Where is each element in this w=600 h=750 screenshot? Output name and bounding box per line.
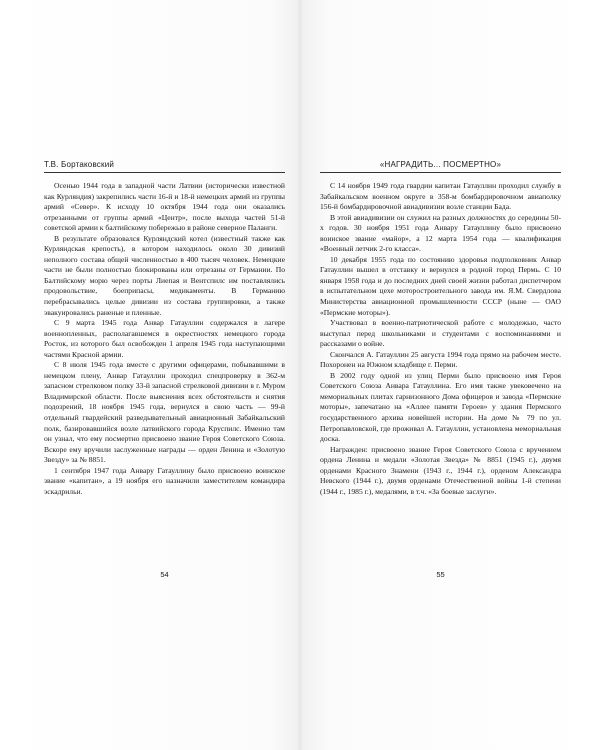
paragraph: 10 декабря 1955 года по состоянию здоровья подполковник Анвар Гатауллин вышел в отставку и вернулся в родной город Пермь. С 10 января 1958 года и до последних дней своей жизни работал диспетчером в испытательном цехе моторостроительного завода им. Я.М. Свердлова Министерства авиационной промышленности СССР (ныне — ОАО «Пермские моторы»). — [320, 254, 561, 317]
running-head-author: Т.В. Бортаковский — [44, 160, 285, 173]
paragraph: С 9 марта 1945 года Анвар Гатауллин содержался в лагере военнопленных, располагавшемся в окрестностях немецкого города Росток, из которого был освобожден 1 апреля 1945 года наступающими частями Красной армии. — [44, 318, 285, 359]
paragraph: 1 сентября 1947 года Анвару Гатауллину было присвоено воинское звание «капитан», а 19 ноября его назначили заместителем командира эскадрильи. — [44, 465, 285, 496]
paragraph: С 8 июля 1945 года вместе с другими офицерами, побывавшими в немецком плену, Анвар Гатауллин проходил спецпроверку в 362-м запасном стрелковом полку 33-й запасной стрелковой дивизии в г. Муром Владимирской области. После выяснения всех обстоятельств и снятия подозрений, 18 ноября 1945 года, вернулся в свою часть — 99-й отдельный гвардейский разведывательный авиационный Забайкальский полк, базировавшийся возле латвийского города Круспилс. Именно там он узнал, что ему посмертно присвоено звание Героя Советского Союза. Вскоре ему вручили заслуженные награды — орден Ленина и «Золотую Звезду» за № 8851. — [44, 360, 285, 465]
running-head-title: «НАГРАДИТЬ... ПОСМЕРТНО» — [320, 160, 561, 173]
page-number: 54 — [160, 570, 169, 579]
page-number: 55 — [436, 570, 445, 579]
paragraph: В этой авиадивизии он служил на разных должностях до середины 50-х годов. 30 ноября 1951 года Анвару Гатауллину было присвоено воинское звание «майор», а 12 марта 1954 года — квалификация «Военный летчик 2-го класса». — [320, 212, 561, 254]
right-page — [320, 160, 561, 590]
paragraph: Скончался А. Гатауллин 25 августа 1994 года прямо на рабочем месте. Похоронен на Южном кладбище г. Перми. — [320, 349, 561, 370]
paragraph: С 14 ноября 1949 года гвардии капитан Гатауллин проходил службу в Забайкальском военном округе в 358-м бомбардировочном авиаполку 156-й бомбардировочной авиадивизии возле станции Бада. — [320, 181, 561, 212]
paragraph: Участвовал в военно-патриотической работе с молодежью, часто выступал перед школьниками и студентами с воспоминаниями и рассказами о войне. — [320, 318, 561, 349]
left-page-body — [44, 181, 285, 497]
paragraph: Осенью 1944 года в западной части Латвии (исторически известной как Курляндия) закрепились части 16-й и 18-й немецких армий из группы армий «Север». К исходу 10 октября 1944 года они оказались отрезанными от группы армий «Центр», после выхода частей 51-й советской армии к балтийскому побережью в районе северное Паланги. — [44, 181, 285, 233]
paragraph: В результате образовался Курляндский котел (известный также как Курляндская крепость), в котором находилось около 30 дивизий неполного состава общей численностью в 400 тысяч человек. Немецкие части не были полностью блокированы или отрезаны от Германии. По Балтийскому морю через порты Лиепая и Вентспилс им поставлялись продовольствие, боеприпасы, медикаменты. В Германию перебрасывались целые дивизии из состава группировки, а также эвакуировались раненые и пленные. — [44, 233, 285, 317]
paragraph: В 2002 году одной из улиц Перми было присвоено имя Героя Советского Союза Анвара Гатауллина. Его имя также увековечено на мемориальных плитах гарнизонного Дома офицеров и завода «Пермские моторы», запечатано на «Аллее памяти Героев» у здания Пермского государственного архива новейшей истории. На доме № 79 по ул. Петропавловской, где проживал А. Гатауллин, установлена мемориальная доска. — [320, 370, 561, 444]
paragraph: Награжден: присвоено звание Героя Советского Союза с вручением ордена Ленина и медали «Золотая Звезда» № 8851 (1945 г.), двумя орденами Красного Знамени (1943 г., 1944 г.), орденом Александра Невского (1944 г.), двумя орденами Отечественной войны 1-й степени (1944 г., 1985 г.), медалями, в т.ч. «За боевые заслуги». — [320, 444, 561, 496]
left-page — [44, 160, 285, 590]
right-page-body — [320, 181, 561, 497]
